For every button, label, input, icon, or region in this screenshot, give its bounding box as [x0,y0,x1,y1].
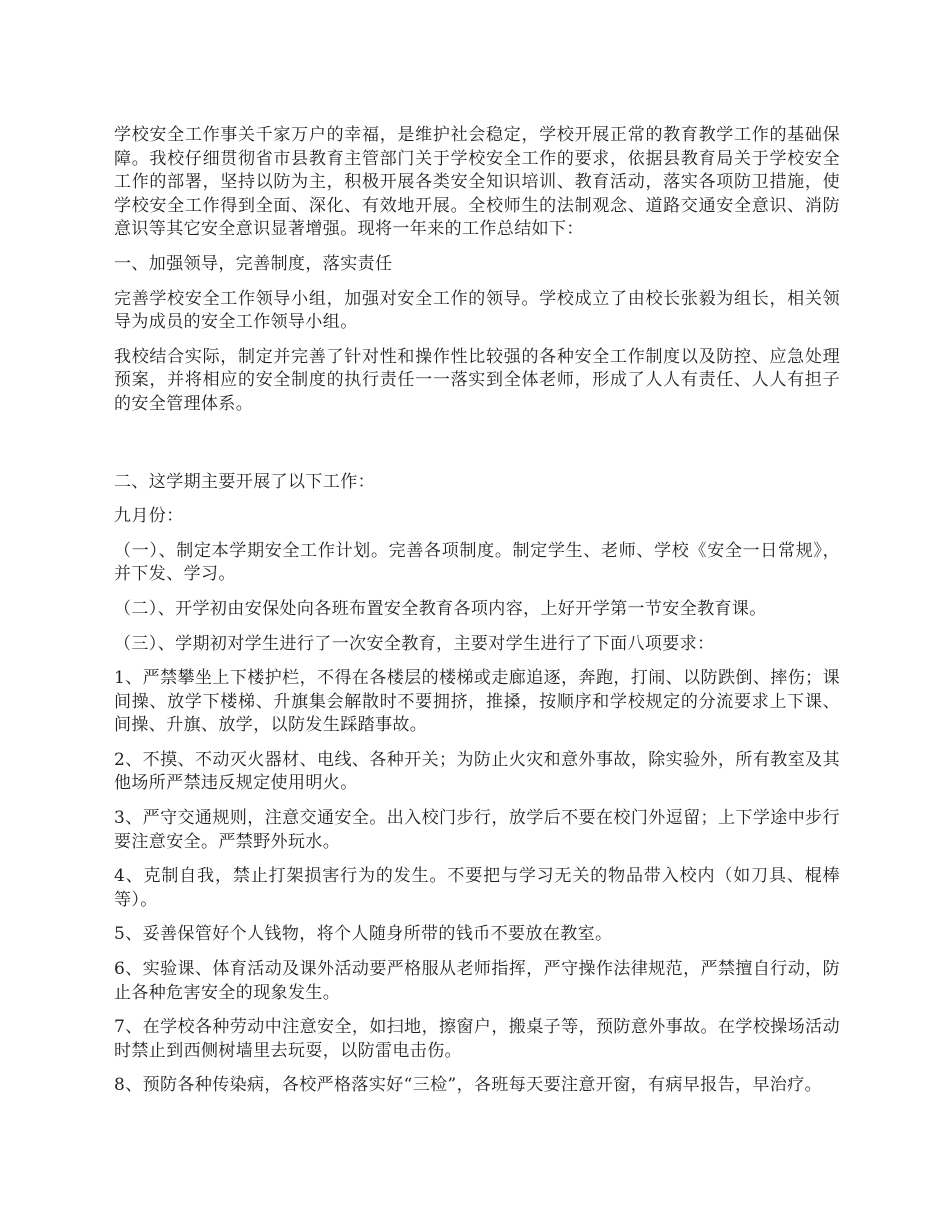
paragraph: （三）、学期初对学生进行了一次安全教育，主要对学生进行了下面八项要求： [114,633,715,654]
paragraph: （一）、制定本学期安全工作计划。完善各项制度。制定学生、老师、学校《安全一日常规》，并下发、学习。 [114,540,840,585]
paragraph: 我校结合实际，制定并完善了针对性和操作性比较强的各种安全工作制度以及防控、应急处理预案，并将相应的安全制度的执行责任一一落实到全体老师，形成了人人有责任、人人有担子的安全管理体系。 [114,346,840,414]
list-item: 3、严守交通规则，注意交通安全。出入校门步行，放学后不要在校门外逗留；上下学途中步行要注意安全。严禁野外玩水。 [114,808,840,852]
list-item: 5、妥善保管好个人钱物，将个人随身所带的钱币不要放在教室。 [114,924,613,945]
month-heading: 九月份： [114,506,184,527]
paragraph: （二）、开学初由安保处向各班布置安全教育各项内容，上好开学第一节安全教育课。 [114,598,767,619]
list-item: 2、不摸、不动灭火器材、电线、各种开关；为防止火灾和意外事故，除实验外，所有教室及其他场所严禁违反规定使用明火。 [114,749,840,794]
intro-paragraph: 学校安全工作事关千家万户的幸福，是维护社会稳定，学校开展正常的教育教学工作的基础保障。我校仔细贯彻省市县教育主管部门关于学校安全工作的要求，依据县教育局关于学校安全工作的部署，坚持以防为主，积极开展各类安全知识培训、教育活动，落实各项防卫措施，使学校安全工作得到全面、深化、有效地开展。全校师生的法制观念、道路交通安全意识、消防意识等其它安全意识显著增强。现将一年来的工作总结如下： [114,125,840,240]
section-heading-1: 一、加强领导，完善制度，落实责任 [114,253,393,274]
document-body [114,124,840,1109]
list-item: 4、克制自我，禁止打架损害行为的发生。不要把与学习无关的物品带入校内（如刀具、棍棒等）。 [114,866,840,910]
section-heading-2: 二、这学期主要开展了以下工作： [114,471,375,492]
list-item: 8、预防各种传染病，各校严格落实好“三检”，各班每天要注意开窗，有病早报告，早治疗。 [114,1075,822,1096]
list-item: 7、在学校各种劳动中注意安全，如扫地，擦窗户，搬桌子等，预防意外事故。在学校操场活动时禁止到西侧树墙里去玩耍，以防雷电击伤。 [114,1017,840,1061]
list-item: 6、实验课、体育活动及课外活动要严格服从老师指挥，严守操作法律规范，严禁擅自行动，防止各种危害安全的现象发生。 [114,959,840,1003]
paragraph: 完善学校安全工作领导小组，加强对安全工作的领导。学校成立了由校长张毅为组长，相关领导为成员的安全工作领导小组。 [114,288,840,333]
list-item: 1、严禁攀坐上下楼护栏，不得在各楼层的楼梯或走廊追逐，奔跑，打闹、以防跌倒、摔伤；课间操、放学下楼梯、升旗集会解散时不要拥挤，推搡，按顺序和学校规定的分流要求上下课、间操、升旗、放学，以防发生踩踏事故。 [114,668,840,736]
